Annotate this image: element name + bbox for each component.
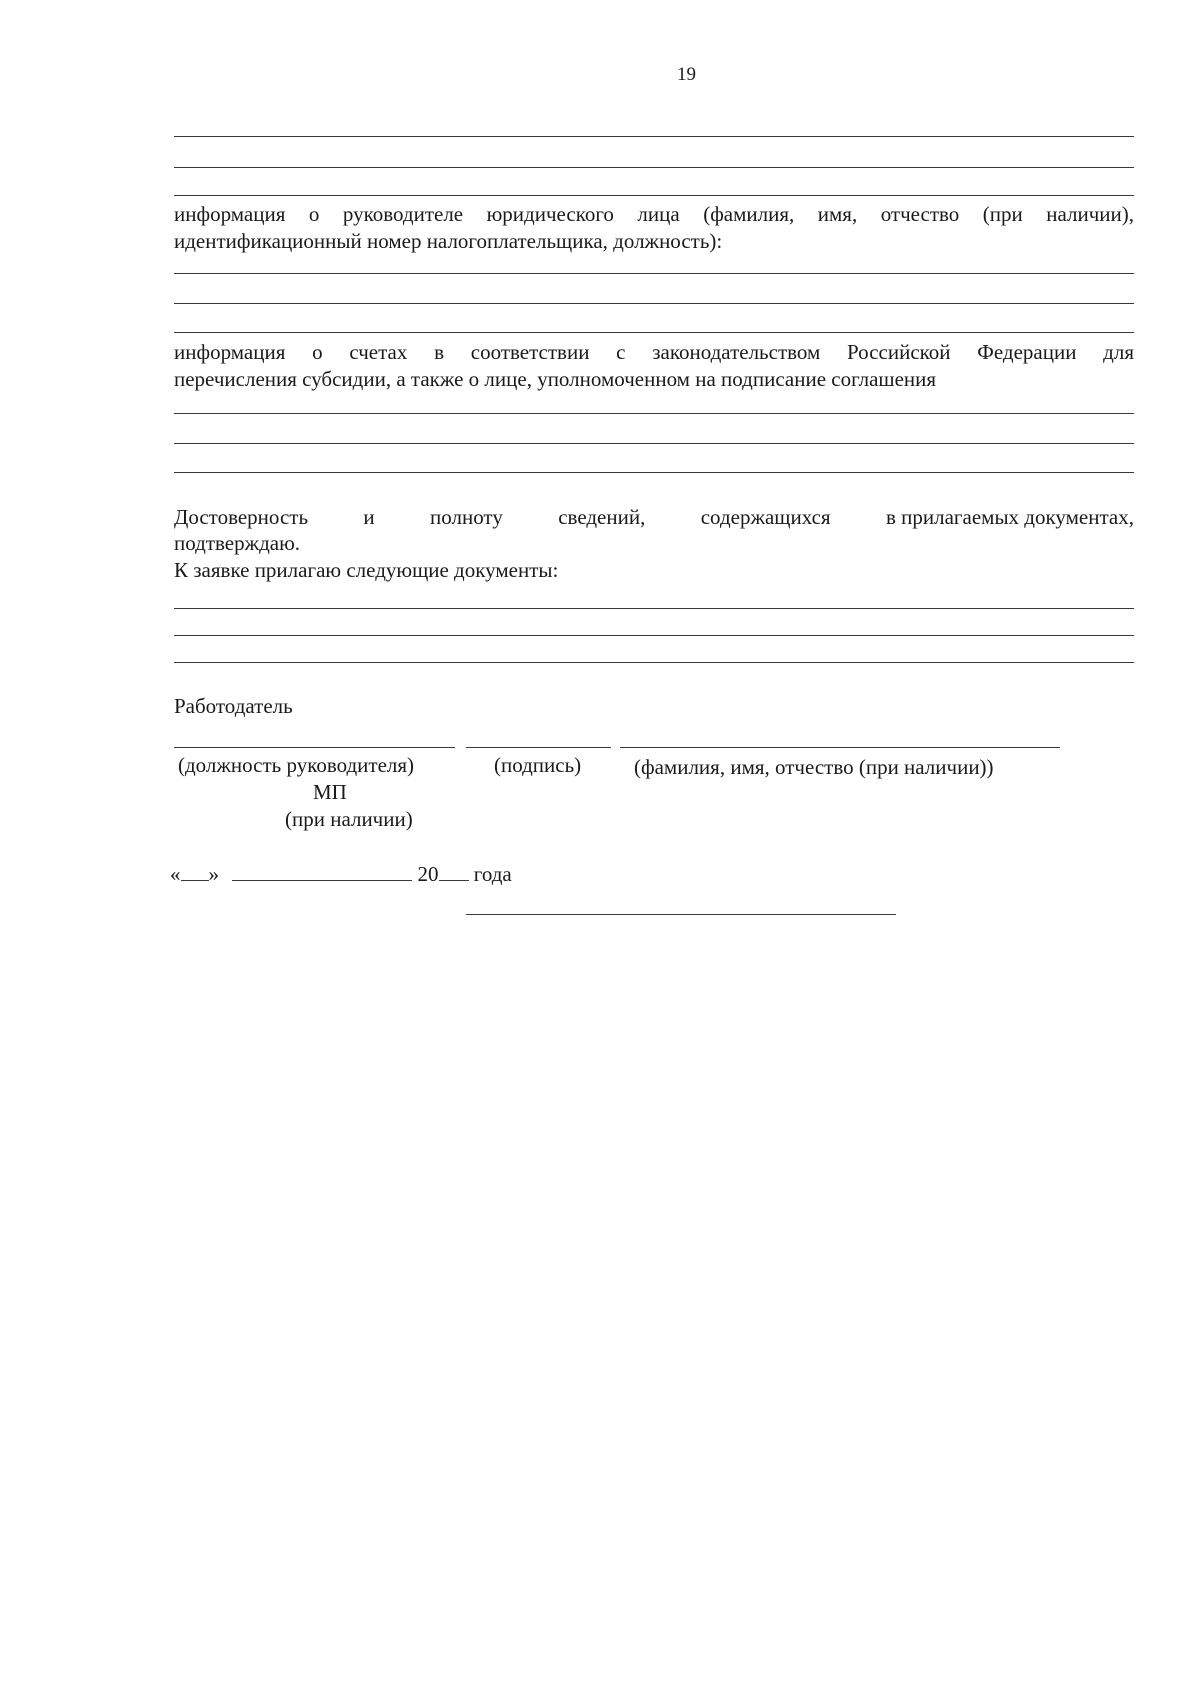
date-open-quote: « <box>170 862 181 886</box>
accounts-info-paragraph <box>174 339 1134 366</box>
position-line <box>174 747 455 748</box>
signature-line <box>466 747 611 748</box>
fill-line <box>174 413 1134 414</box>
name-caption: (фамилия, имя, отчество (при наличии)) <box>634 755 994 779</box>
confirmation-word: и <box>363 505 375 529</box>
leader-info-line-2: идентификационный номер налогоплательщика, должность): <box>174 229 723 253</box>
confirmation-word: полноту <box>430 505 503 529</box>
fill-line <box>174 332 1134 333</box>
name-line <box>620 747 1060 748</box>
day-blank <box>181 862 209 881</box>
confirmation-word: сведений, <box>558 505 646 529</box>
year-suffix: года <box>473 862 512 886</box>
fill-line <box>174 608 1134 609</box>
confirmation-word: Достоверность <box>174 505 309 529</box>
fill-line <box>174 662 1134 663</box>
confirmation-line-1 <box>174 504 1134 531</box>
position-caption: (должность руководителя) <box>178 753 415 777</box>
fill-line <box>174 167 1134 168</box>
date-close-quote: » <box>208 862 219 886</box>
seal-label: МП <box>313 780 347 804</box>
fill-line <box>174 635 1134 636</box>
fill-line <box>174 472 1134 473</box>
date-line <box>170 861 512 888</box>
closing-rule <box>466 914 896 915</box>
year-blank <box>439 862 469 881</box>
page-number: 19 <box>677 64 696 85</box>
seal-note: (при наличии) <box>285 807 413 831</box>
leader-info-paragraph <box>174 201 1134 228</box>
confirmation-word: содержащихся <box>700 505 831 529</box>
accounts-info-line-2: перечисления субсидии, а также о лице, уполномоченном на подписание соглашения <box>174 367 937 391</box>
fill-line <box>174 195 1134 196</box>
signature-caption: (подпись) <box>494 753 582 777</box>
fill-line <box>174 273 1134 274</box>
accounts-info-line-1: информация о счетах в соответствии с законодательством Российской Федерации для <box>174 340 1134 364</box>
fill-line <box>174 443 1134 444</box>
employer-label: Работодатель <box>174 694 293 718</box>
confirmation-line-2: подтверждаю. <box>174 531 301 555</box>
fill-line <box>174 303 1134 304</box>
year-prefix: 20 <box>417 862 439 886</box>
attachments-label: К заявке прилагаю следующие документы: <box>174 558 559 582</box>
fill-line <box>174 136 1134 137</box>
month-blank <box>232 862 412 881</box>
confirmation-word: в прилагаемых документах, <box>885 505 1134 529</box>
leader-info-line-1: информация о руководителе юридического лица (фамилия, имя, отчество (при наличии), <box>174 202 1134 226</box>
